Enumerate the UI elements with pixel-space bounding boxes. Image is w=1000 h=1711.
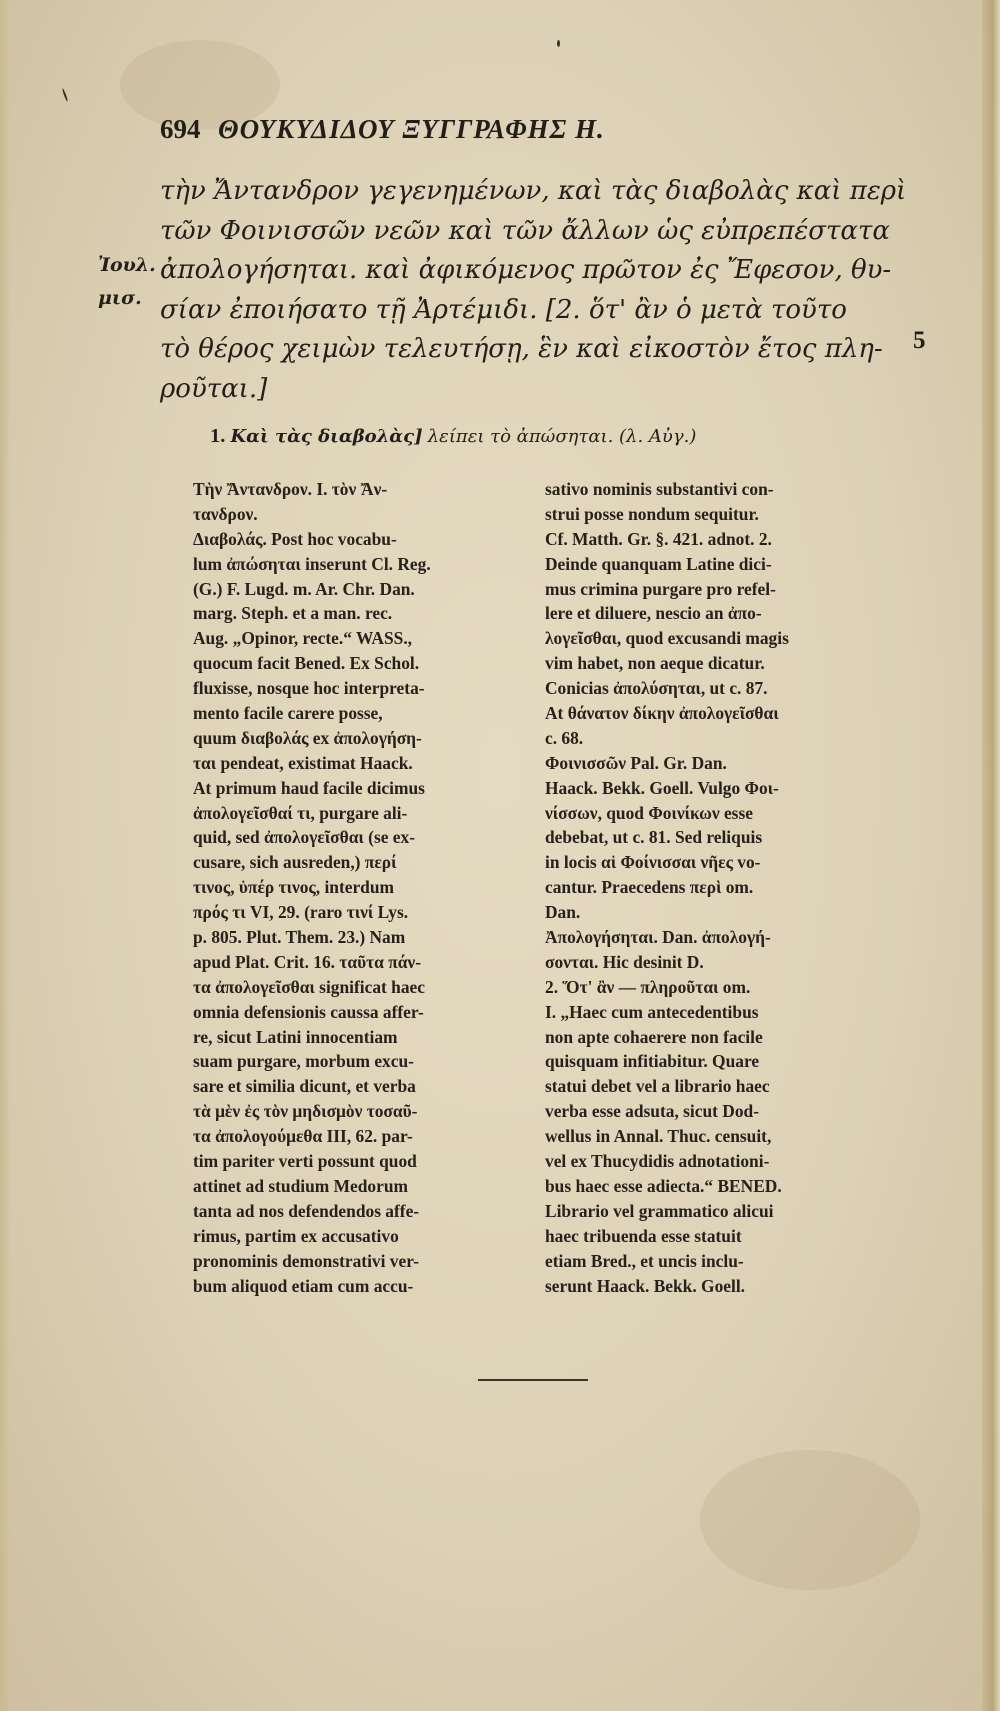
paper-stain	[700, 1450, 920, 1590]
text-line: σίαν ἐποιήσατο τῇ Ἀρτέμιδι. [2. ὅτ' ἂν ὁ μετὰ τοῦτο	[160, 294, 847, 325]
note-line: omnia defensionis caussa affer-	[193, 1001, 424, 1022]
note-line: νίσσων, quod Φοινίκων esse	[545, 802, 753, 823]
note-line: At θάνατον δίκην ἀπολογεῖσθαι	[545, 703, 779, 724]
text-line: τῶν Φοινισσῶν νεῶν καὶ τῶν ἄλλων ὡς εὐπρεπέστατα	[160, 215, 890, 246]
note-line: etiam Bred., et uncis inclu-	[545, 1250, 744, 1271]
note-line: Deinde quanquam Latine dici-	[545, 553, 772, 574]
note-line: Aug. „Opinor, recte.“ WASS.,	[193, 628, 413, 649]
note-line: p. 805. Plut. Them. 23.) Nam	[193, 927, 406, 948]
text-line: τὴν Ἄντανδρον γεγενημένων, καὶ τὰς διαβολὰς καὶ περὶ	[160, 176, 907, 206]
note-line: τα ἀπολογεῖσθαι significat haec	[193, 976, 425, 997]
note-line: πρός τι VI, 29. (raro τινί Lys.	[193, 902, 409, 923]
note-line: bus haec esse adiecta.“ BENED.	[545, 1175, 782, 1196]
note-line: in locis αἱ Φοίνισσαι νῆες vo-	[545, 852, 761, 873]
note-line: Dan.	[545, 902, 581, 923]
running-title: ΘΟΥΚΥΔΙΔΟΥ ΞΥΓΓΡΑΦΗΣ Η.	[218, 114, 605, 144]
note-line: serunt Haack. Bekk. Goell.	[545, 1275, 746, 1296]
note-line: Librario vel grammatico alicui	[545, 1200, 774, 1221]
note-line: lum ἀπώσηται inserunt Cl. Reg.	[193, 553, 431, 574]
note-line: quid, sed ἀπολογεῖσθαι (se ex-	[193, 827, 415, 848]
running-header	[160, 114, 820, 148]
margin-note-month-cont: μισ.	[98, 287, 142, 309]
note-line: verba esse adsuta, sicut Dod-	[545, 1101, 760, 1122]
ink-speck	[62, 88, 69, 102]
note-line: λογεῖσθαι, quod excusandi magis	[545, 628, 789, 649]
note-line: quisquam infitiabitur. Quare	[545, 1051, 760, 1072]
note-line: debebat, ut c. 81. Sed reliquis	[545, 827, 763, 848]
text-line: ἀπολογήσηται. καὶ ἀφικόμενος πρῶτον ἐς Ἔφεσον, θυ-	[160, 255, 892, 285]
note-line: statui debet vel a librario haec	[545, 1076, 770, 1097]
note-line: τὰ μὲν ἐς τὸν μηδισμὸν τοσαῦ-	[193, 1101, 418, 1122]
note-line: Τὴν Ἄντανδρον. I. τὸν Ἄν-	[193, 479, 388, 499]
page-left-shadow	[0, 0, 10, 1711]
note-line: c. 68.	[545, 727, 584, 748]
note-line: vim habet, non aeque dicatur.	[545, 653, 765, 674]
note-line: lere et diluere, nescio an ἀπο-	[545, 603, 762, 624]
note-line: fluxisse, nosque hoc interpreta-	[193, 678, 425, 699]
note-line: haec tribuenda esse statuit	[545, 1225, 742, 1246]
note-line: cantur. Praecedens περὶ om.	[545, 877, 754, 898]
ink-speck	[557, 40, 560, 47]
scholion-line	[210, 425, 850, 448]
note-line: cusare, sich ausreden,) περί	[193, 852, 397, 873]
note-line: τινος, ὑπέρ τινος, interdum	[193, 877, 395, 898]
note-line: quum διαβολάς ex ἀπολογήση-	[193, 727, 422, 748]
note-line: At primum haud facile dicimus	[193, 777, 425, 798]
note-line: marg. Steph. et a man. rec.	[193, 603, 393, 624]
end-rule	[478, 1379, 588, 1381]
text-line: ροῦται.]	[160, 373, 268, 404]
page-right-edge	[982, 0, 1000, 1711]
note-line: wellus in Annal. Thuc. censuit,	[545, 1126, 772, 1147]
note-line: Conicias ἀπολύσηται, ut c. 87.	[545, 678, 768, 699]
note-line: ται pendeat, existimat Haack.	[193, 752, 413, 773]
scholion-lemma: Καὶ τὰς διαβολὰς]	[230, 426, 423, 447]
note-line: vel ex Thucydidis adnotationi-	[545, 1151, 770, 1172]
main-greek-text	[160, 172, 920, 409]
note-line: I. „Haec cum antecedentibus	[545, 1001, 759, 1022]
note-line: Διαβολάς. Post hoc vocabu-	[193, 528, 397, 549]
note-line: Haack. Bekk. Goell. Vulgo Φοι-	[545, 777, 779, 798]
note-line: non apte cohaerere non facile	[545, 1026, 763, 1047]
note-line: attinet ad studium Medorum	[193, 1175, 408, 1196]
note-line: pronominis demonstrativi ver-	[193, 1250, 420, 1271]
note-line: mento facile carere posse,	[193, 703, 383, 724]
note-line: strui posse nondum sequitur.	[545, 503, 759, 524]
note-line: sativo nominis substantivi con-	[545, 479, 774, 499]
note-line: bum aliquod etiam cum accu-	[193, 1275, 414, 1296]
note-line: apud Plat. Crit. 16. ταῦτα πάν-	[193, 951, 421, 972]
scholion-text: λείπει τὸ ἀπώσηται. (λ. Αὐγ.)	[427, 426, 697, 447]
note-line: 2. Ὅτ' ἂν — πληροῦται om.	[545, 976, 751, 997]
note-line: Cf. Matth. Gr. §. 421. adnot. 2.	[545, 528, 772, 549]
note-line: suam purgare, morbum excu-	[193, 1051, 414, 1072]
note-line: τα ἀπολογούμεθα III, 62. par-	[193, 1126, 413, 1147]
note-line: tanta ad nos defendendos affe-	[193, 1200, 420, 1221]
note-line: Φοινισσῶν Pal. Gr. Dan.	[545, 752, 727, 773]
scholion-number: 1.	[210, 425, 226, 447]
note-line: (G.) F. Lugd. m. Ar. Chr. Dan.	[193, 578, 415, 599]
note-line: tim pariter verti possunt quod	[193, 1151, 417, 1172]
note-line: sare et similia dicunt, et verba	[193, 1076, 416, 1097]
note-line: quocum facit Bened. Ex Schol.	[193, 653, 420, 674]
margin-note-month: Ἰουλ.	[98, 254, 156, 276]
note-line: rimus, partim ex accusativo	[193, 1225, 399, 1246]
text-line: τὸ θέρος χειμὼν τελευτήσῃ, ἓν καὶ εἰκοστὸν ἔτος πλη-	[160, 334, 883, 364]
line-number: 5	[913, 327, 926, 354]
note-line: Ἀπολογήσηται. Dan. ἀπολογή-	[545, 927, 771, 948]
notes-left-column	[193, 477, 523, 1298]
note-line: τανδρον.	[193, 503, 258, 524]
page-number: 694	[160, 114, 201, 144]
note-line: mus crimina purgare pro refel-	[545, 578, 776, 599]
note-line: ἀπολογεῖσθαί τι, purgare ali-	[193, 802, 408, 823]
note-line: re, sicut Latini innocentiam	[193, 1026, 398, 1047]
notes-right-column	[545, 477, 875, 1298]
note-line: σονται. Hic desinit D.	[545, 951, 704, 972]
